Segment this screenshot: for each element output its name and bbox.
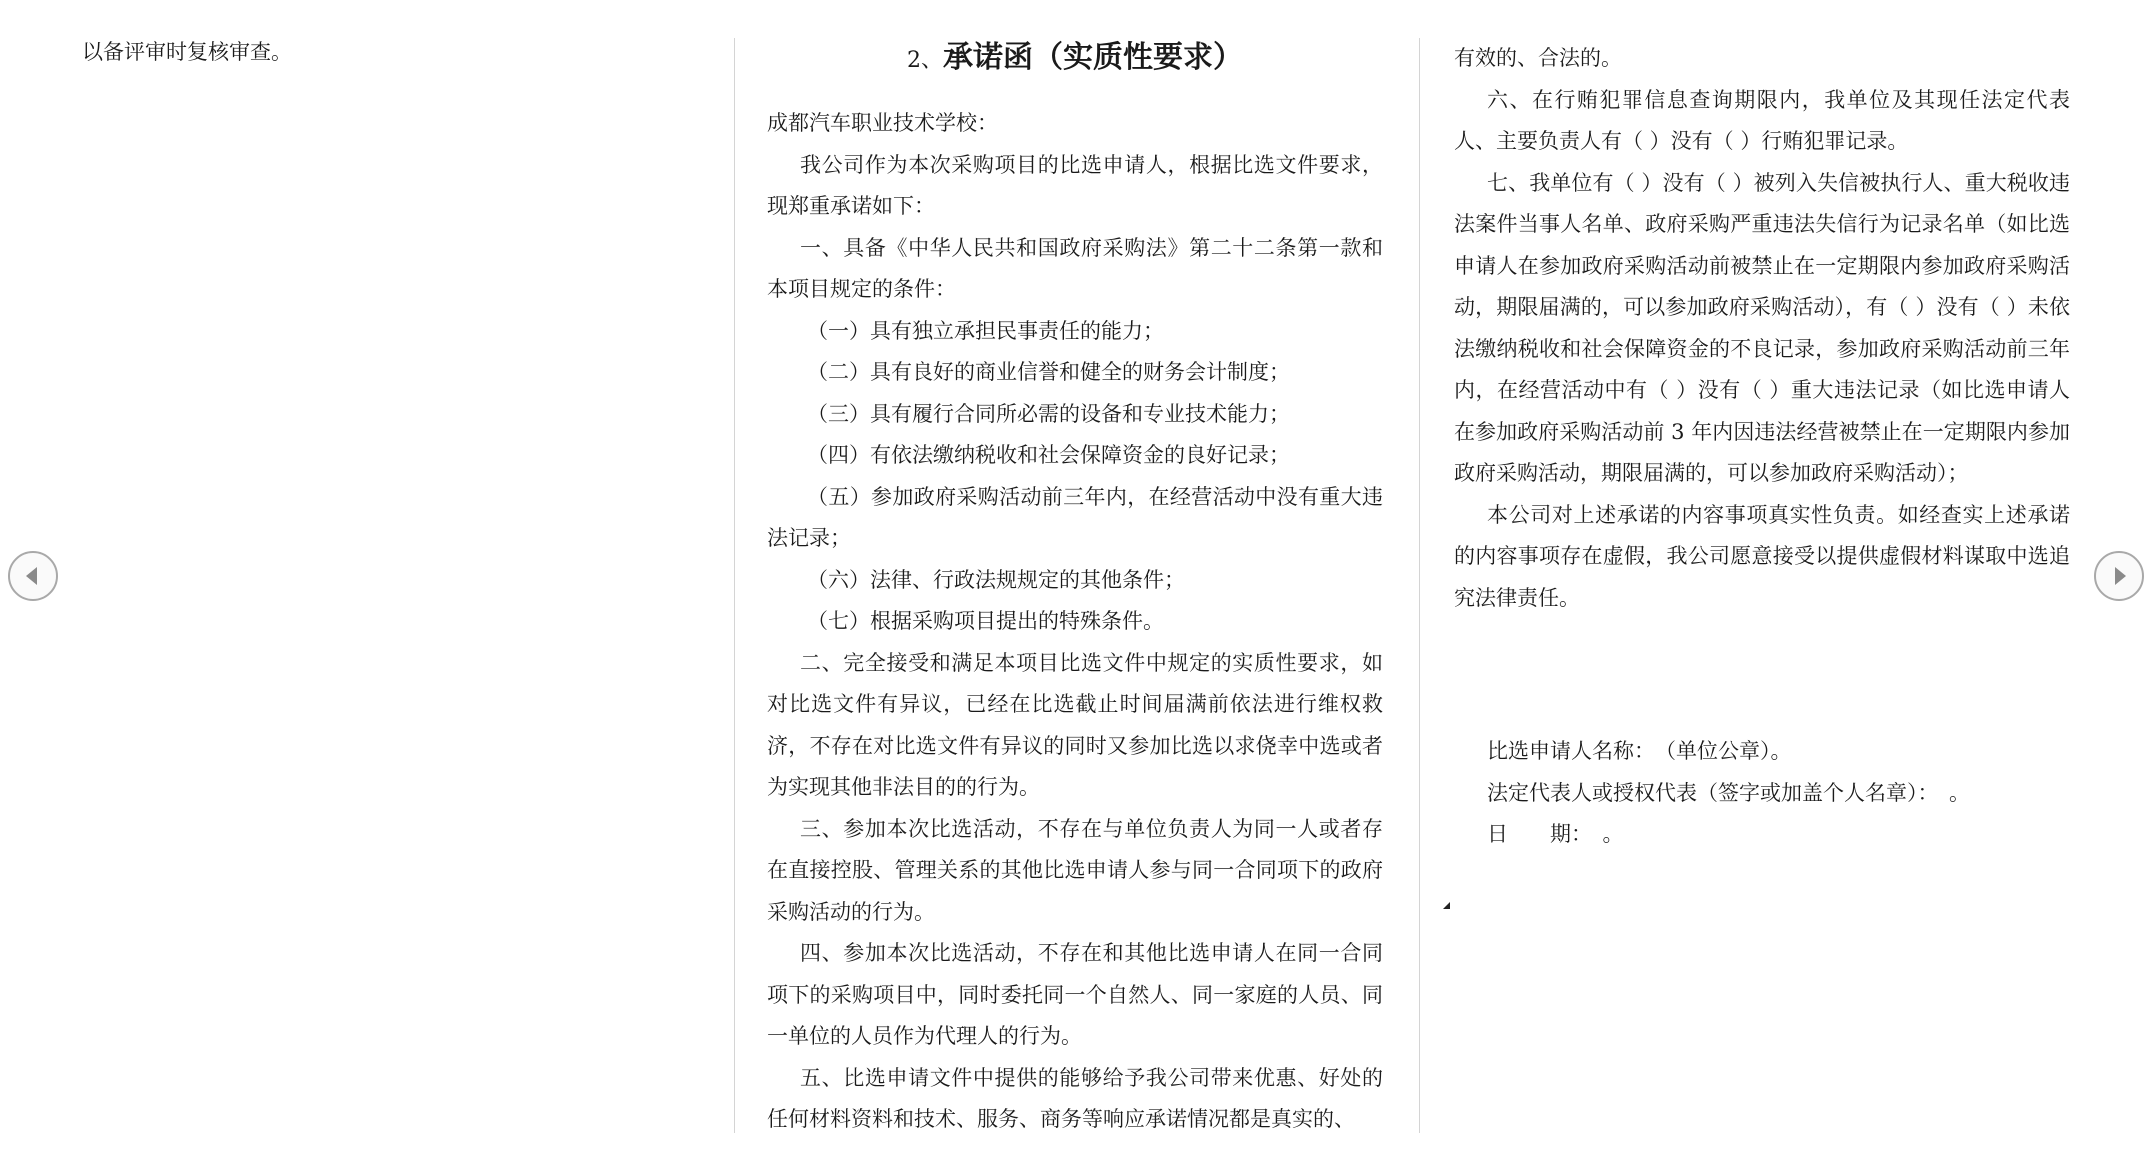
responsibility-paragraph: 本公司对上述承诺的内容事项真实性负责。如经查实上述承诺的内容事项存在虚假，我公司愿意接受以提供虚假材料谋取中选追究法律责任。 — [1454, 502, 2070, 610]
page-title — [767, 38, 1383, 81]
clause-2: 二、完全接受和满足本项目比选文件中规定的实质性要求，如对比选文件有异议，已经在比选截止时间届满前依法进行维权救济，不存在对比选文件有异议的同时又参加比选以求侥幸中选或者为实现其他非法目的的行为。 — [767, 650, 1383, 799]
next-page-button[interactable] — [2094, 551, 2144, 601]
sub-item-7: （七）根据采购项目提出的特殊条件。 — [807, 609, 1164, 633]
chevron-right-icon — [2115, 567, 2126, 585]
previous-page-button[interactable] — [8, 551, 58, 601]
sub-item-6: （六）法律、行政法规规定的其他条件； — [807, 567, 1185, 592]
signature-representative: 法定代表人或授权代表（签字或加盖个人名章）： 。 — [1487, 780, 1970, 805]
right-page — [1454, 38, 2070, 856]
clause-3: 三、参加本次比选活动，不存在与单位负责人为同一人或者存在直接控股、管理关系的其他比选申请人参与同一合同项下的政府采购活动的行为。 — [767, 816, 1383, 924]
clause-7: 七、我单位有（ ）没有（ ）被列入失信被执行人、重大税收违法案件当事人名单、政府采购严重违法失信行为记录名单（如比选申请人在参加政府采购活动前被禁止在一定期限内参加政府采购活动，期限届满的，可以参加政府采购活动），有（ ）没有（ ）未依法缴纳税收和社会保障资金的不良记录，参加政府采购活动前三年内，在经营活动中有（ ）没有（ ）重大违法记录（如比选申请人在参加政府采购活动前 3 年内因违法经营被禁止在一定期限内参加政府采购活动，期限届满的，可以参加政府采购活动）； — [1454, 170, 2070, 485]
left-page — [82, 32, 662, 74]
clause-1: 一、具备《中华人民共和国政府采购法》第二十二条第一款和本项目规定的条件： — [767, 235, 1383, 301]
sub-item-5: （五）参加政府采购活动前三年内，在经营活动中没有重大违法记录； — [767, 484, 1383, 550]
intro-paragraph: 我公司作为本次采购项目的比选申请人，根据比选文件要求，现郑重承诺如下： — [767, 152, 1383, 218]
left-page-tail-line: 以备评审时复核审查。 — [82, 40, 292, 64]
text-end-marker-icon — [1443, 902, 1450, 909]
signature-date: 日 期： 。 — [1487, 822, 1624, 846]
chevron-left-icon — [26, 567, 37, 585]
middle-page — [767, 38, 1383, 1141]
sub-item-4: （四）有依法缴纳税收和社会保障资金的良好记录； — [807, 443, 1290, 467]
sub-item-1: （一）具有独立承担民事责任的能力； — [807, 318, 1164, 343]
sub-item-3: （三）具有履行合同所必需的设备和专业技术能力； — [807, 401, 1290, 426]
clause-6: 六、在行贿犯罪信息查询期限内，我单位及其现任法定代表人、主要负责人有（ ）没有（ ）行贿犯罪记录。 — [1454, 87, 2070, 153]
page-divider-right — [1419, 38, 1420, 1133]
signature-applicant-name: 比选申请人名称： （单位公章）。 — [1487, 739, 1792, 763]
sub-item-2: （二）具有良好的商业信誉和健全的财务会计制度； — [807, 360, 1290, 384]
clause-5-start: 五、比选申请文件中提供的能够给予我公司带来优惠、好处的任何材料资料和技术、服务、商务等响应承诺情况都是真实的、 — [767, 1065, 1383, 1131]
recipient-line: 成都汽车职业技术学校： — [767, 111, 998, 135]
clause-4: 四、参加本次比选活动，不存在和其他比选申请人在同一合同项下的采购项目中，同时委托同一个自然人、同一家庭的人员、同一单位的人员作为代理人的行为。 — [767, 941, 1383, 1048]
clause-5-end: 有效的、合法的。 — [1454, 46, 1622, 70]
heading-title: 承诺函（实质性要求） — [943, 40, 1243, 75]
heading-number: 2、 — [907, 48, 943, 73]
page-divider-left — [734, 38, 735, 1133]
signature-block — [1454, 731, 2070, 856]
